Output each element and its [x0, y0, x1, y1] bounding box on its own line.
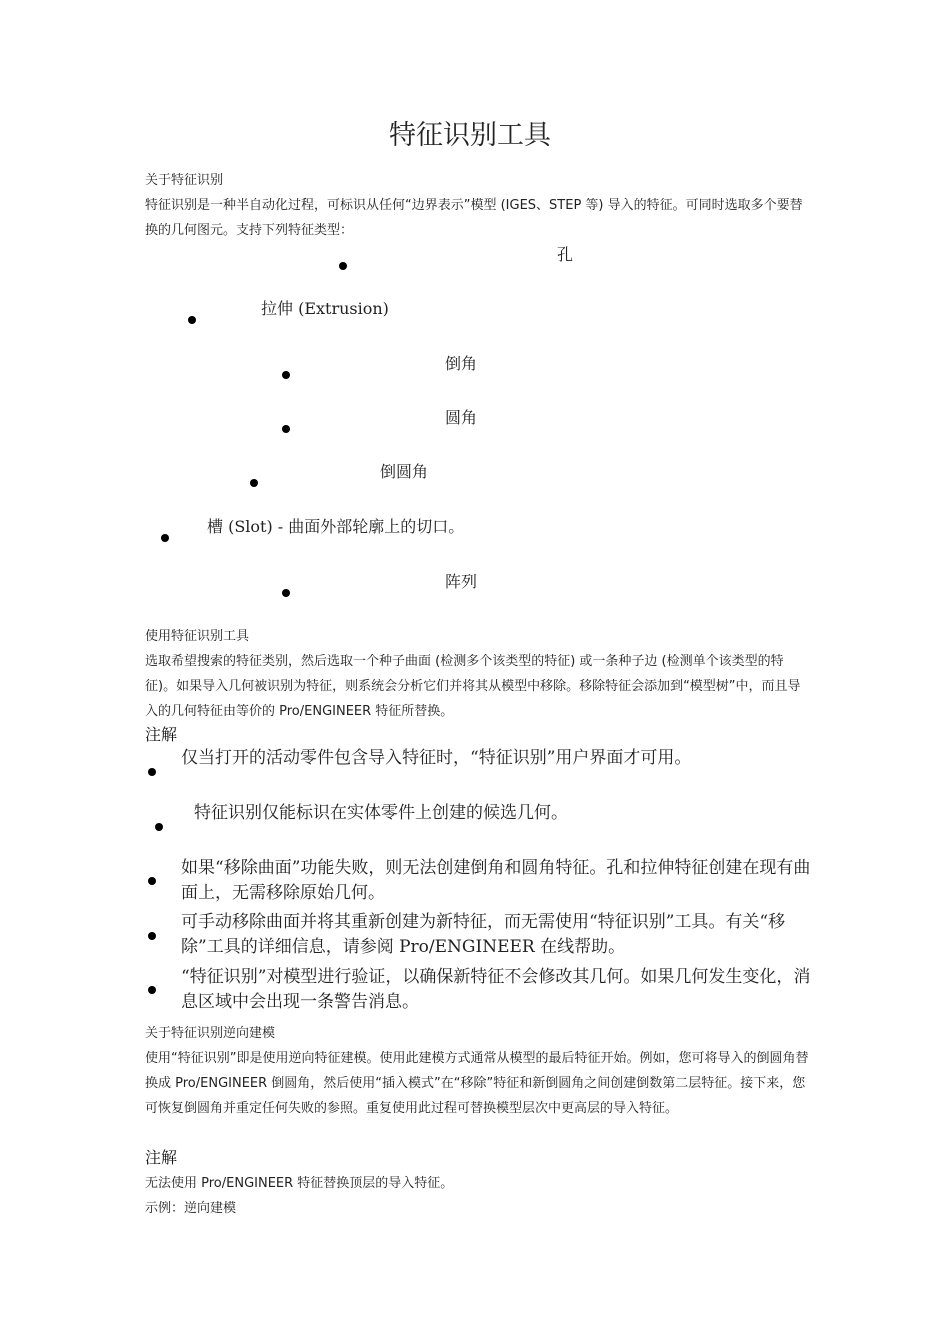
note-item-2: 特征识别仅能标识在实体零件上创建的候选几何。 — [194, 803, 568, 823]
section-body-about: 特征识别是一种半自动化过程，可标识从任何“边界表示”模型 (IGES、STEP 等) 导入的特征。可同时选取多个要替换的几何图元。支持下列特征类型： — [145, 198, 803, 238]
page-title: 特征识别工具 — [389, 120, 551, 151]
note-item-1: 仅当打开的活动零件包含导入特征时，“特征识别”用户界面才可用。 — [181, 748, 692, 768]
feature-item-hole: 孔 — [557, 245, 574, 264]
bullet-icon — [148, 768, 156, 776]
feature-item-round: 圆角 — [445, 408, 478, 427]
section-heading-about: 关于特征识别 — [145, 173, 224, 188]
feature-item-slot: 槽 (Slot) - 曲面外部轮廓上的切口。 — [207, 517, 465, 536]
bullet-icon — [148, 986, 156, 994]
bullet-icon — [148, 877, 156, 885]
feature-item-fillet: 倒圆角 — [380, 462, 429, 481]
bullet-icon — [282, 425, 290, 433]
bullet-icon — [282, 589, 290, 597]
feature-item-pattern: 阵列 — [445, 572, 478, 591]
note-text: 无法使用 Pro/ENGINEER 特征替换顶层的导入特征。 — [145, 1176, 454, 1191]
bullet-icon — [250, 479, 258, 487]
section-body-usage: 选取希望搜索的特征类别，然后选取一个种子曲面 (检测多个该类型的特征) 或一条种子边 (检测单个该类型的特征)。如果导入几何被识别为特征，则系统会分析它们并将其从模型中移除。移除特征会添加到“模型树”中，而且导入的几何特征由等价的 Pro/ENGINEER 特征所替换。 — [145, 654, 801, 719]
bullet-icon — [282, 371, 290, 379]
note-item-5: “特征识别”对模型进行验证，以确保新特征不会修改其几何。如果几何发生变化，消息区域中会出现一条警告消息。 — [181, 967, 811, 1012]
feature-item-chamfer: 倒角 — [445, 354, 478, 373]
note-item-3: 如果“移除曲面”功能失败，则无法创建倒角和圆角特征。孔和拉伸特征创建在现有曲面上，无需移除原始几何。 — [181, 858, 811, 903]
note-item-4: 可手动移除曲面并将其重新创建为新特征，而无需使用“特征识别”工具。有关“移除”工具的详细信息，请参阅 Pro/ENGINEER 在线帮助。 — [181, 912, 786, 957]
note-label: 注解 — [145, 1148, 178, 1167]
section-body-reverse: 使用“特征识别”即是使用逆向特征建模。使用此建模方式通常从模型的最后特征开始。例如，您可将导入的倒圆角替换成 Pro/ENGINEER 倒圆角，然后使用“插入模式”在“移除”特征和新倒圆角之间创建倒数第二层特征。接下来，您可恢复倒圆角并重定任何失败的参照。重复使用此过程可替换模型层次中更高层的导入特征。 — [145, 1051, 809, 1116]
bullet-icon — [188, 316, 196, 324]
section-heading-reverse: 关于特征识别逆向建模 — [145, 1026, 276, 1041]
note-label: 注解 — [145, 725, 178, 744]
feature-item-extrusion: 拉伸 (Extrusion) — [261, 299, 389, 318]
bullet-icon — [148, 932, 156, 940]
section-heading-usage: 使用特征识别工具 — [145, 629, 250, 644]
bullet-icon — [161, 534, 169, 542]
example-caption: 示例：逆向建模 — [145, 1201, 237, 1216]
bullet-icon — [339, 262, 347, 270]
bullet-icon — [155, 823, 163, 831]
